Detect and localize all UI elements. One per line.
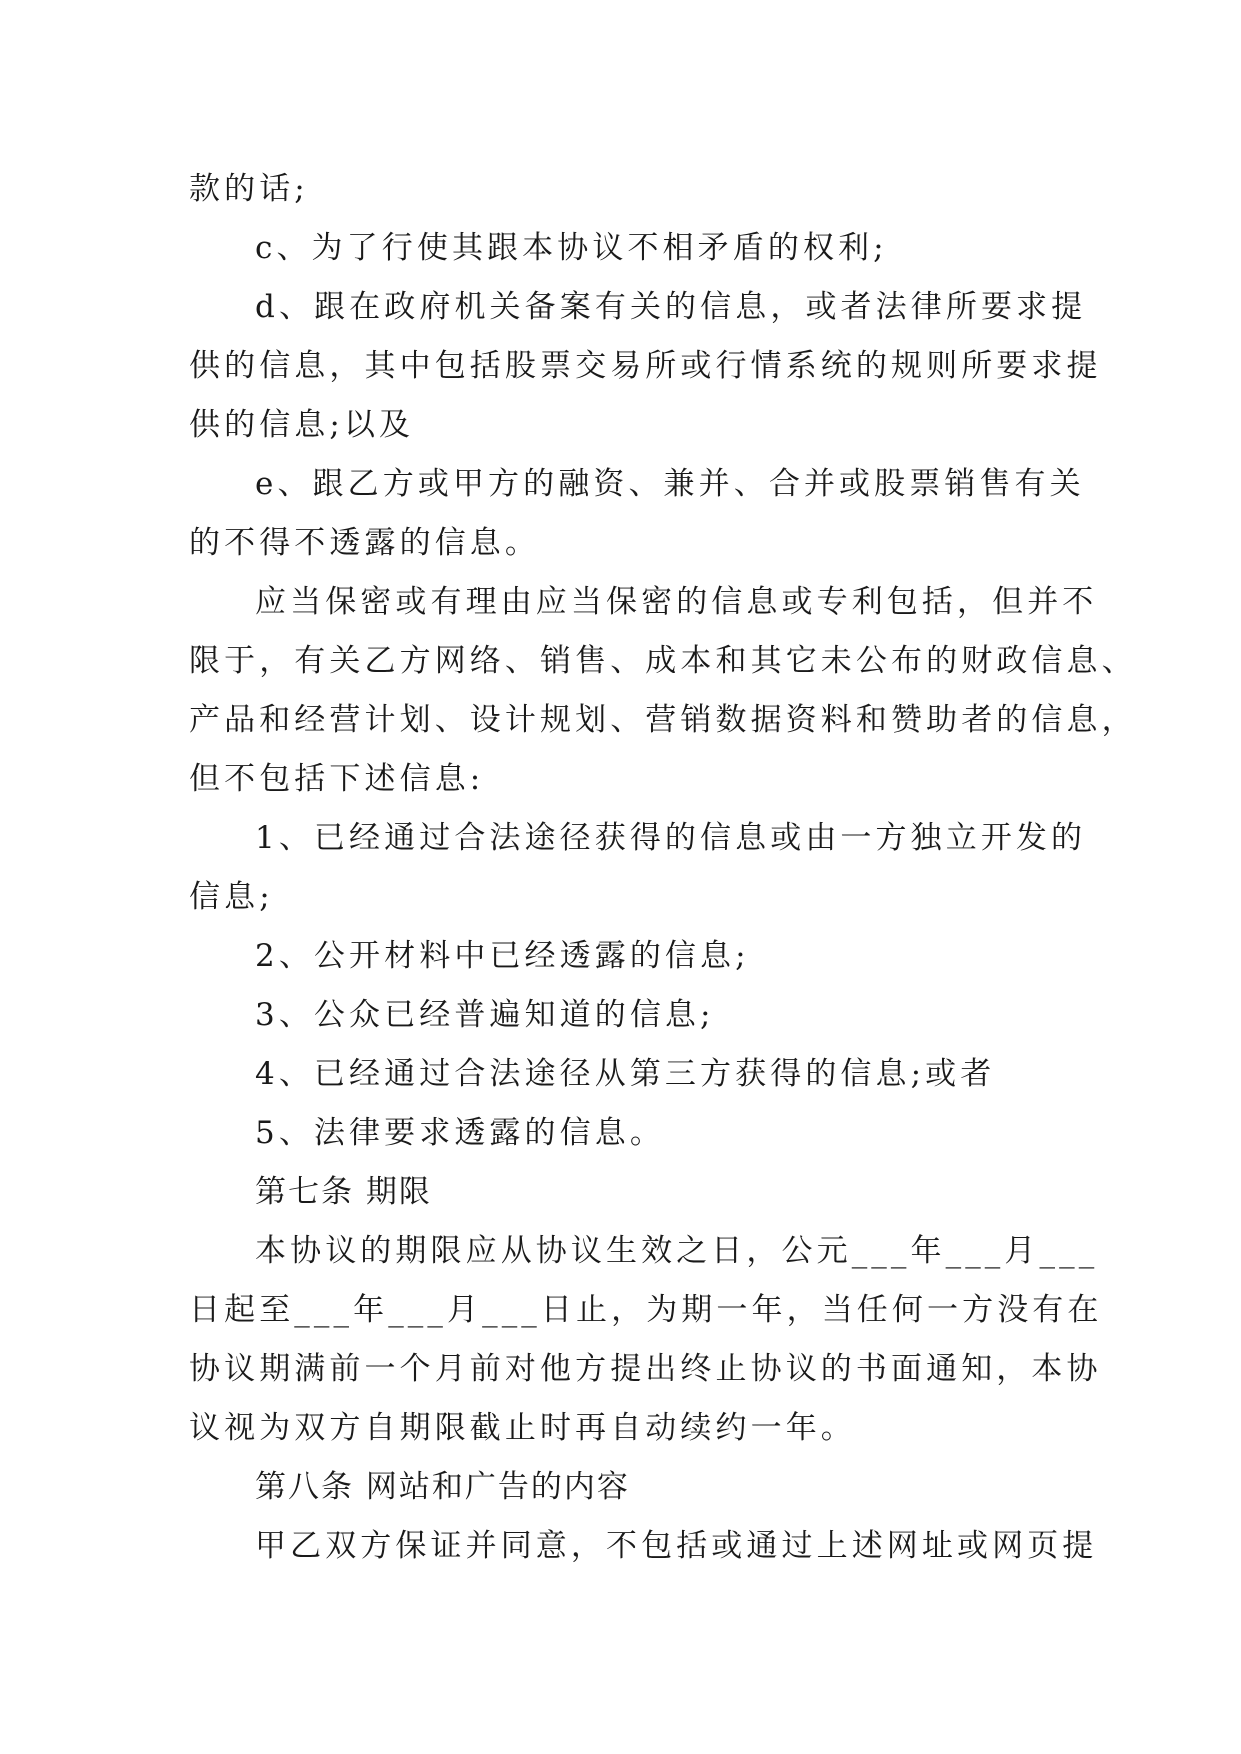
- text-line: 但不包括下述信息:: [189, 761, 485, 797]
- document-body: [189, 160, 1137, 1576]
- text-line: 信息;: [189, 879, 274, 915]
- text-line: 1、已经通过合法途径获得的信息或由一方独立开发的: [255, 820, 1087, 856]
- text-line: 甲乙双方保证并同意，不包括或通过上述网址或网页提: [255, 1528, 1098, 1564]
- text-line: 供的信息，其中包括股票交易所或行情系统的规则所要求提: [189, 348, 1102, 384]
- text-line: 供的信息;以及: [189, 407, 415, 443]
- text-line: 款的话;: [189, 171, 309, 207]
- text-line: 3、公众已经普遍知道的信息;: [255, 997, 715, 1033]
- text-line: c、为了行使其跟本协议不相矛盾的权利;: [255, 230, 888, 266]
- text-line: 2、公开材料中已经透露的信息;: [255, 938, 750, 974]
- text-line: d、跟在政府机关备案有关的信息，或者法律所要求提: [255, 289, 1087, 325]
- section-heading: 第七条 期限: [255, 1174, 432, 1210]
- text-line: 日起至___年___月___日止，为期一年，当任何一方没有在: [189, 1292, 1103, 1328]
- text-line: 议视为双方自期限截止时再自动续约一年。: [189, 1410, 856, 1446]
- text-line: e、跟乙方或甲方的融资、兼并、合并或股票销售有关: [255, 466, 1085, 502]
- text-line: 5、法律要求透露的信息。: [255, 1115, 665, 1151]
- text-line: 应当保密或有理由应当保密的信息或专利包括，但并不: [255, 584, 1098, 620]
- text-line: 4、已经通过合法途径从第三方获得的信息;或者: [255, 1056, 996, 1092]
- text-line: 产品和经营计划、设计规划、营销数据资料和赞助者的信息，: [189, 702, 1137, 738]
- section-heading: 第八条 网站和广告的内容: [255, 1469, 630, 1505]
- text-line: 限于，有关乙方网络、销售、成本和其它未公布的财政信息、: [189, 643, 1137, 679]
- text-line: 协议期满前一个月前对他方提出终止协议的书面通知，本协: [189, 1351, 1102, 1387]
- text-line: 的不得不透露的信息。: [189, 525, 540, 561]
- text-line: 本协议的期限应从协议生效之日，公元___年___月___: [255, 1233, 1099, 1269]
